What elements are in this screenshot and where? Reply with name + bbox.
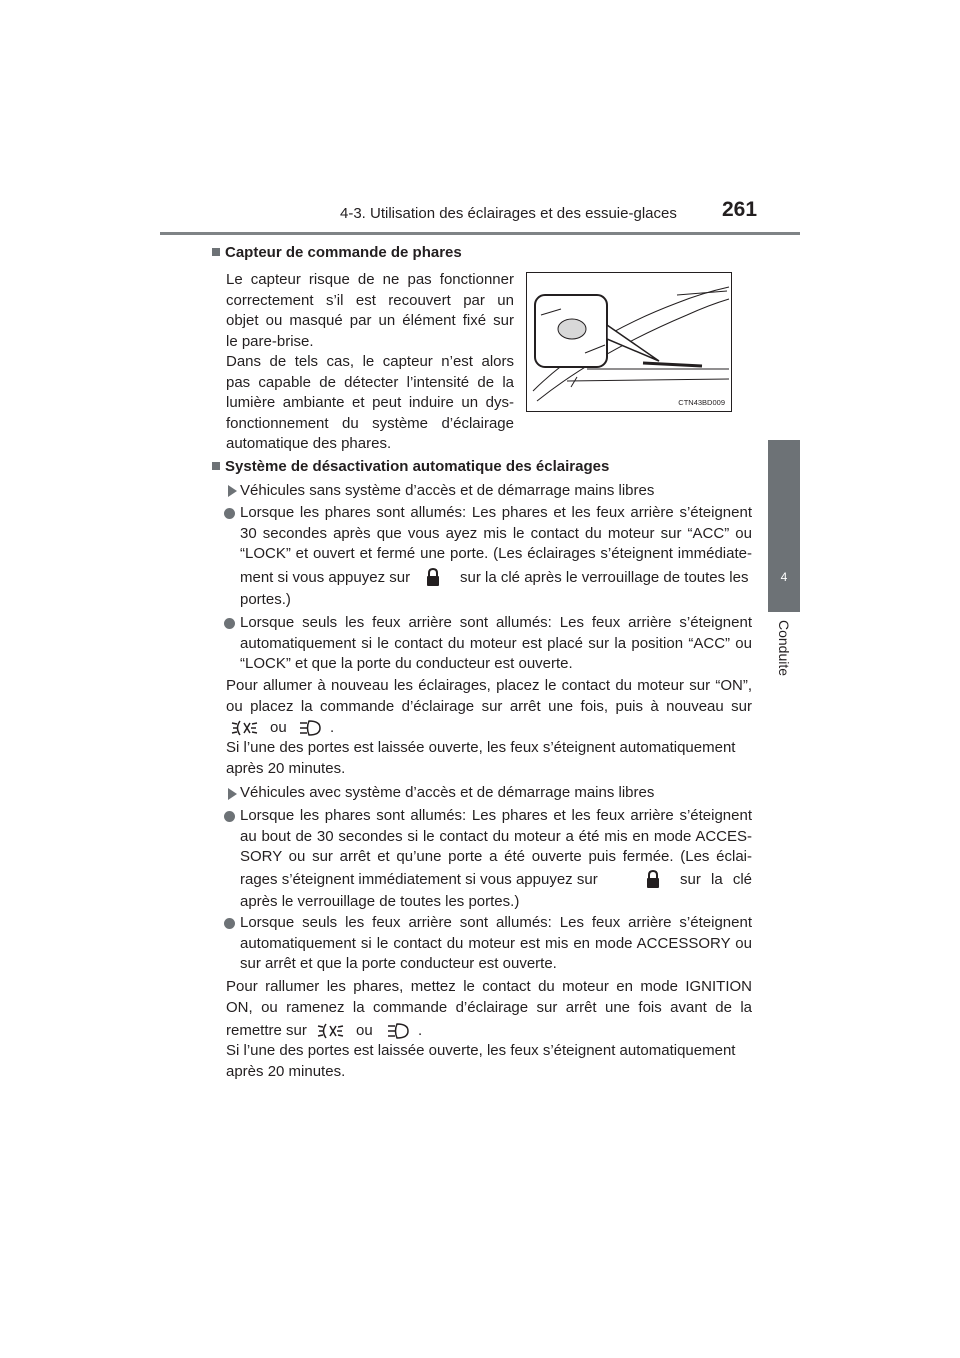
- sensor-illustration: [526, 272, 732, 412]
- bullet-smart-line4b: sur la clé: [680, 871, 752, 888]
- figure-code: CTN43BD009: [678, 398, 725, 407]
- circle-bullet-icon: [224, 811, 235, 822]
- square-bullet-icon: [212, 248, 220, 256]
- bullet-tail-lights-with-smart-key: Lorsque seuls les feux arrière sont allumés: Les feux arrière s’éteignent automatiquement si le contact du moteur est mis en mode ACCESSORY ou sur arrêt et que la porte conducteur est ouverte.: [240, 914, 752, 972]
- triangle-bullet-icon: [228, 485, 237, 497]
- bullet-headlights-line4b: sur la clé après le verrouillage de toutes les: [460, 569, 749, 586]
- bullet-tail-lights-without-smart-key: Lorsque seuls les feux arrière sont allumés: Les feux arrière s’éteignent automatiquement si le contact du moteur est placé sur la position “ACC” ou “LOCK” et que la porte du conducteur est ouverte.: [240, 614, 752, 672]
- bullet-headlights-line4a: ment si vous appuyez sur: [240, 569, 411, 586]
- bullet-headlights-with-smart-key: Lorsque les phares sont allumés: Les phares et les feux arrière s’éteignent au bout de 30 secondes si le contact du moteur a été mis en mode ACCES- SORY ou sur arrêt et qu’une porte a été ouverte puis fermée. (Les éclai-: [240, 807, 752, 865]
- page-number: 261: [722, 198, 758, 221]
- chapter-tab-label: Conduite: [776, 619, 792, 677]
- bullet-headlights-without-smart-key: Lorsque les phares sont allumés: Les phares et les feux arrière s’éteignent 30 secondes après que vous ayez mis le contact du moteur sur “ACC” ou “LOCK” et ouvert et fermé une porte. (Les éclairages s’éteignent immédiate-: [240, 504, 752, 562]
- headlight-auto-icon: [316, 1022, 344, 1040]
- circle-bullet-icon: [224, 618, 235, 629]
- or-text: ou: [270, 719, 287, 736]
- bullet-smart-line5: après le verrouillage de toutes les portes.): [240, 893, 520, 910]
- relight-smart-paragraph: Pour rallumer les phares, mettez le contact du moteur en mode IGNITION ON, ou ramenez la commande d’éclairage sur arrêt une fois avant de la: [226, 978, 752, 1016]
- subheading-without-smart-key: Véhicules sans système d’accès et de démarrage mains libres: [240, 482, 655, 499]
- chapter-tab-number: 4: [780, 570, 788, 584]
- bullet-headlights-line5: portes.): [240, 591, 291, 608]
- bullet-smart-line4a: rages s’éteignent immédiatement si vous appuyez sur: [240, 871, 598, 888]
- circle-bullet-icon: [224, 918, 235, 929]
- relight-smart-line3: remettre sur: [226, 1022, 307, 1039]
- headlight-on-icon: [298, 719, 322, 737]
- lock-icon: [424, 567, 442, 587]
- period-text: .: [418, 1022, 423, 1039]
- or-text: ou: [356, 1022, 373, 1039]
- headlight-on-icon: [386, 1022, 410, 1040]
- auto-off-20min-paragraph: Si l’une des portes est laissée ouverte, les feux s’éteignent automatiquement après 20 minutes.: [226, 739, 736, 777]
- triangle-bullet-icon: [228, 788, 237, 800]
- header-rule: [160, 232, 800, 235]
- sensor-paragraph: Le capteur risque de ne pas fonctionner correctement s’il est recouvert par un objet ou masqué par un élément fixé sur le pare-brise. Dans de tels cas, le capteur n’est alors pas capable de détecter l’intensité de la lumière ambiante et peut induire un dys- fonctionnement du système d’éclairage automatique des phares.: [226, 271, 514, 452]
- section-heading-auto-off: Système de désactivation automatique des éclairages: [212, 458, 609, 475]
- square-bullet-icon: [212, 462, 220, 470]
- chapter-tab: [768, 440, 800, 612]
- headlight-auto-icon: [230, 719, 258, 737]
- auto-off-20min-smart-paragraph: Si l’une des portes est laissée ouverte, les feux s’éteignent automatiquement après 20 minutes.: [226, 1042, 736, 1080]
- circle-bullet-icon: [224, 508, 235, 519]
- windshield-sensor-drawing: [527, 273, 731, 411]
- period-text: .: [330, 719, 335, 736]
- subheading-with-smart-key: Véhicules avec système d’accès et de démarrage mains libres: [240, 784, 655, 801]
- section-heading-sensor: Capteur de commande de phares: [212, 244, 462, 261]
- lock-icon: [644, 869, 662, 889]
- header-section-title: 4-3. Utilisation des éclairages et des essuie-glaces: [340, 205, 677, 222]
- relight-paragraph: Pour allumer à nouveau les éclairages, placez le contact du moteur sur “ON”, ou placez la commande d’éclairage sur arrêt une fois, puis à nouveau sur: [226, 677, 752, 715]
